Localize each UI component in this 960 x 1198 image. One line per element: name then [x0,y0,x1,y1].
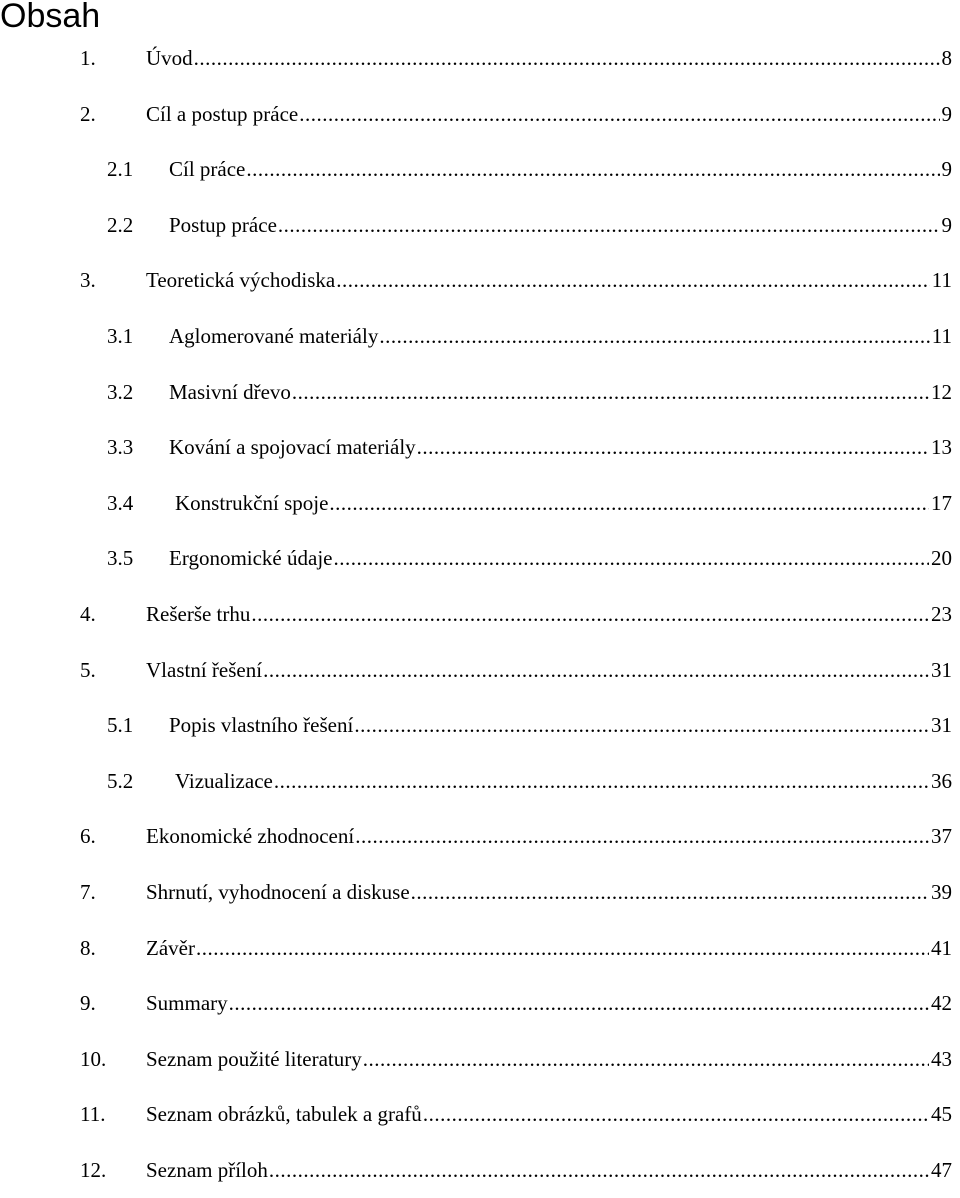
toc-page-number: 43 [931,1032,960,1088]
dot-leader [417,420,929,476]
toc-entry-seznam-priloh[interactable] [0,1143,960,1198]
dot-leader [379,309,929,365]
toc-entry-link[interactable]: Ergonomické údaje [169,531,332,587]
toc-entry-link[interactable]: Závěr [146,921,195,977]
toc-entry-link[interactable]: Ekonomické zhodnocení [146,809,354,865]
toc-entry-link[interactable]: Vizualizace [175,754,273,810]
toc-page-number: 47 [931,1143,960,1198]
toc-page-number: 31 [931,698,960,754]
toc-entry-konstrukcni-spoje[interactable] [0,476,960,532]
toc-entry-number: 11. [80,1087,105,1143]
toc-entry-number: 3.2 [107,365,133,421]
toc-entry-masivni-drevo[interactable] [0,365,960,421]
dot-leader [363,1032,929,1088]
dot-leader [299,87,939,143]
toc-entry-number: 3.5 [107,531,133,587]
toc-entry-popis-vlastniho-reseni[interactable] [0,698,960,754]
toc-entry-cil-prace[interactable] [0,142,960,198]
dot-leader [196,921,929,977]
toc-entry-cil-a-postup-prace[interactable] [0,87,960,143]
toc-page-number: 11 [932,253,960,309]
toc-entry-number: 9. [80,976,96,1032]
toc-entry-link[interactable]: Aglomerované materiály [169,309,378,365]
toc-entry-number: 1. [80,31,96,87]
toc-entry-number: 5.2 [107,754,133,810]
toc-page-number: 45 [931,1087,960,1143]
toc-page-number: 20 [931,531,960,587]
dot-leader [263,643,929,699]
toc-page-number: 12 [931,365,960,421]
toc-page-number: 11 [932,309,960,365]
toc-page-number: 8 [942,31,960,87]
toc-entry-number: 5. [80,643,96,699]
toc-entry-seznam-obrazku-tabulek-a-grafu[interactable] [0,1087,960,1143]
toc-page-number: 17 [931,476,960,532]
toc-entry-number: 4. [80,587,96,643]
toc-entry-link[interactable]: Popis vlastního řešení [169,698,353,754]
toc-page-number: 42 [931,976,960,1032]
toc-entry-vizualizace[interactable] [0,754,960,810]
dot-leader [333,531,929,587]
dot-leader [354,698,929,754]
toc-entry-shrnuti-vyhodnoceni-a-diskuse[interactable] [0,865,960,921]
toc-entry-teoreticka-vychodiska[interactable] [0,253,960,309]
toc-entry-vlastni-reseni[interactable] [0,643,960,699]
toc-entry-number: 2. [80,87,96,143]
toc-entry-aglomerovane-materialy[interactable] [0,309,960,365]
toc-entry-link[interactable]: Cíl a postup práce [146,87,298,143]
toc-entry-link[interactable]: Shrnutí, vyhodnocení a diskuse [146,865,410,921]
toc-entry-link[interactable]: Teoretická východiska [146,253,335,309]
toc-entry-number: 3.3 [107,420,133,476]
dot-leader [329,476,929,532]
toc-entry-number: 6. [80,809,96,865]
toc-entry-number: 12. [80,1143,106,1198]
toc-entry-kovani-a-spojovaci-materialy[interactable] [0,420,960,476]
dot-leader [251,587,929,643]
toc-page-number: 9 [942,87,960,143]
toc-page-number: 9 [942,198,960,254]
toc-entry-zaver[interactable] [0,921,960,977]
toc-entry-seznam-pouzite-literatury[interactable] [0,1032,960,1088]
toc-entry-link[interactable]: Masivní dřevo [169,365,291,421]
toc-entry-number: 3. [80,253,96,309]
toc-entry-link[interactable]: Seznam příloh [146,1143,268,1198]
toc-entry-link[interactable]: Cíl práce [169,142,245,198]
toc-entry-link[interactable]: Seznam použité literatury [146,1032,362,1088]
dot-leader [278,198,940,254]
toc-entry-number: 8. [80,921,96,977]
toc-entry-link[interactable]: Seznam obrázků, tabulek a grafů [146,1087,422,1143]
toc-entry-link[interactable]: Summary [146,976,228,1032]
toc-entry-link[interactable]: Kování a spojovací materiály [169,420,416,476]
dot-leader [269,1143,929,1198]
toc-page-number: 9 [942,142,960,198]
toc-entry-link[interactable]: Rešerše trhu [146,587,250,643]
toc-entry-reserse-trhu[interactable] [0,587,960,643]
toc-page-number: 31 [931,643,960,699]
toc-entry-number: 3.1 [107,309,133,365]
toc-page-number: 23 [931,587,960,643]
toc-entry-summary[interactable] [0,976,960,1032]
toc-entry-number: 3.4 [107,476,133,532]
toc-entry-ergonomicke-udaje[interactable] [0,531,960,587]
dot-leader [336,253,930,309]
dot-leader [292,365,929,421]
toc-entry-link[interactable]: Postup práce [169,198,277,254]
dot-leader [274,754,929,810]
dot-leader [229,976,929,1032]
toc-entry-uvod[interactable] [0,31,960,87]
toc-entry-number: 7. [80,865,96,921]
toc-entry-number: 2.2 [107,198,133,254]
toc-entry-number: 10. [80,1032,106,1088]
toc-heading: Obsah [0,0,100,38]
dot-leader [355,809,929,865]
toc-page-number: 39 [931,865,960,921]
toc-entry-ekonomicke-zhodnoceni[interactable] [0,809,960,865]
table-of-contents [0,31,960,1198]
toc-entry-postup-prace[interactable] [0,198,960,254]
toc-entry-number: 5.1 [107,698,133,754]
dot-leader [411,865,929,921]
toc-entry-link[interactable]: Úvod [146,31,193,87]
dot-leader [246,142,939,198]
toc-entry-link[interactable]: Vlastní řešení [146,643,262,699]
toc-page-number: 13 [931,420,960,476]
toc-page-number: 36 [931,754,960,810]
toc-page-number: 41 [931,921,960,977]
toc-entry-number: 2.1 [107,142,133,198]
dot-leader [423,1087,929,1143]
dot-leader [194,31,940,87]
toc-entry-link[interactable]: Konstrukční spoje [175,476,328,532]
toc-page-number: 37 [931,809,960,865]
